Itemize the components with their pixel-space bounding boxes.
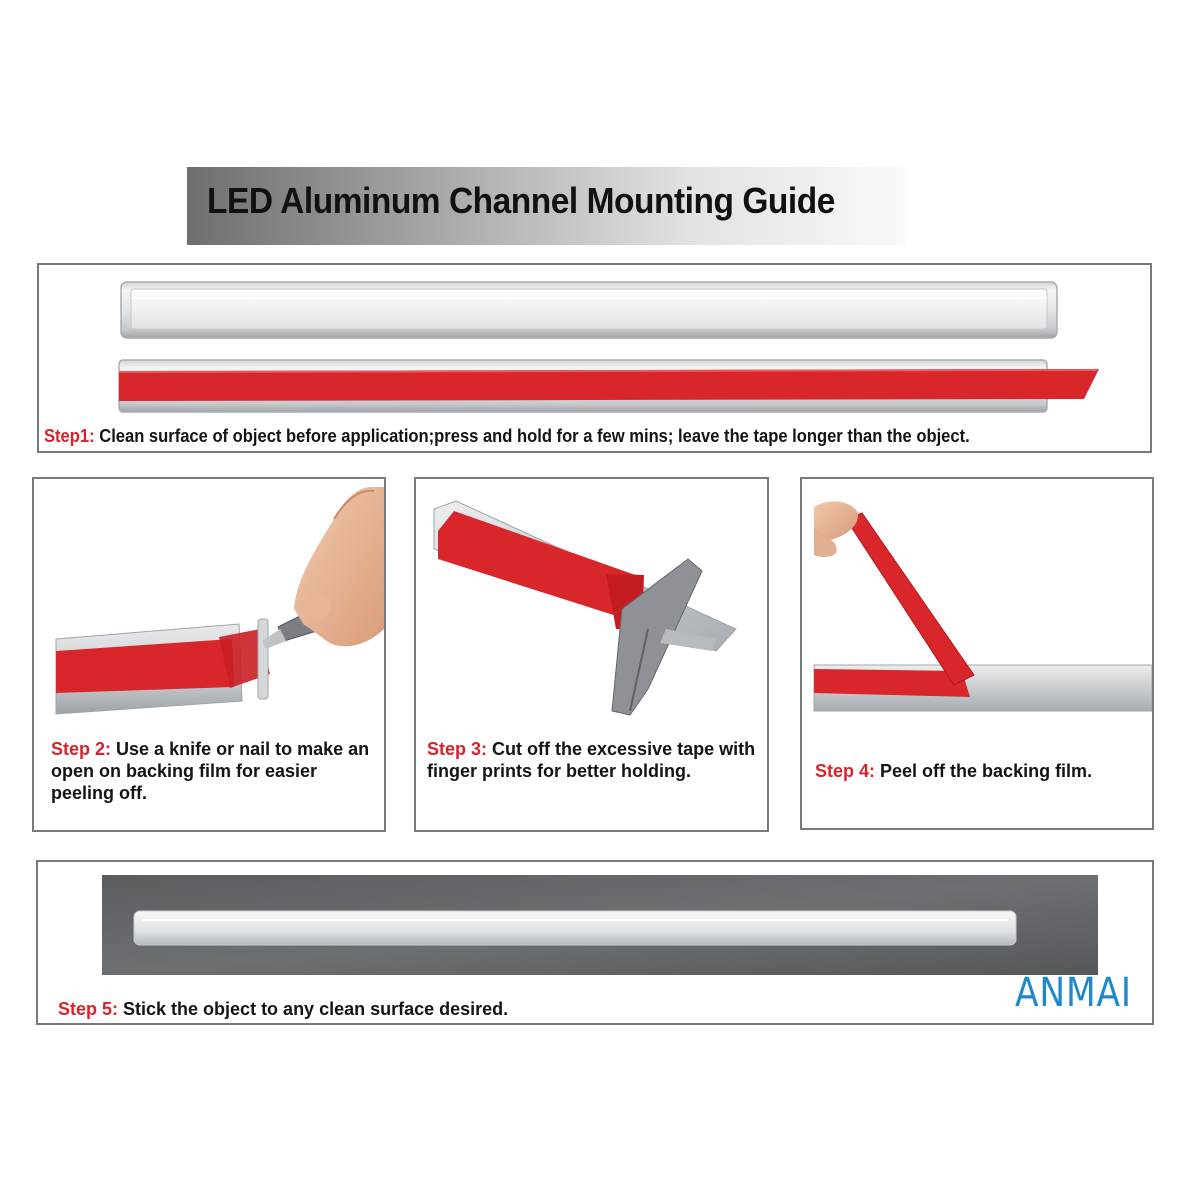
step-5-text [58,998,1058,1020]
step-1-panel [37,263,1152,453]
step-5-photo [102,875,1098,975]
step-1-label: Step1: [44,426,95,446]
adhesive-tape [438,511,641,619]
step-3-text [427,738,765,782]
aluminum-channel [134,911,1016,945]
step-1-photo [39,265,1150,415]
step-3-description: Cut off the excessive tape with finger prints for better holding. [427,739,756,781]
step-4-photo [802,479,1152,729]
step-3-panel [414,477,769,832]
step-4-panel [800,477,1154,830]
step-2-text [51,738,381,804]
step-2-photo [34,479,384,729]
step-4-text [815,760,1153,782]
step-2-label: Step 2: [51,739,112,759]
step-5-description: Stick the object to any clean surface desired. [123,999,509,1019]
step-2-panel [32,477,386,832]
step-1-text [44,425,970,447]
step-2-description: Use a knife or nail to make an open on backing film for easier peeling off. [51,739,370,803]
backing-film [846,513,974,685]
title-banner [187,167,905,245]
step-4-label: Step 4: [815,761,876,781]
step-1-description: Clean surface of object before application;press and hold for a few mins; leave the tape longer than the object. [99,426,970,446]
step-3-label: Step 3: [427,739,488,759]
page-title: LED Aluminum Channel Mounting Guide [207,180,835,221]
step-5-label: Step 5: [58,999,119,1019]
brand-logo: ANMAI [1015,970,1132,1016]
adhesive-tape [119,369,1099,401]
step-3-photo [416,479,767,729]
step-5-panel [36,860,1154,1025]
step-4-description: Peel off the backing film. [880,761,1093,781]
